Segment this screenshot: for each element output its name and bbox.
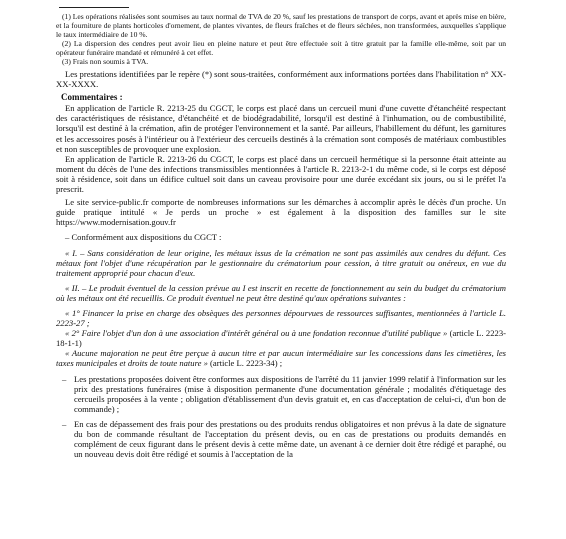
footnotes [56, 12, 506, 66]
paragraph-r2213-25: En application de l'article R. 2213-25 du CGCT, le corps est placé dans un cercueil muni d'une cuvette d'étanchéité respectant des caractéristiques de résistance, d'étanchéité et de biodégradabilité, lorsqu'il est destiné à l'inhumation, ou de combustibilité, lorsqu'il est destiné à la crémation, afin de protéger l'environnement et la santé. Par ailleurs, l'habillement du défunt, les garnitures et les accessoires posés à l'intérieur ou à l'extérieur des cercueils destinés à la crémation sont composés de matériaux combustibles et non susceptibles de provoquer une explosion. [56, 103, 506, 154]
list-item [56, 374, 506, 414]
quote-donation-text: « 2° Faire l'objet d'un don à une association d'intérêt général ou à une fondation reconnue d'utilité publique » [65, 328, 448, 339]
subcontracted-notice: Les prestations identifiées par le repère (*) sont sous-traitées, conformément aux informations portées dans l'habilitation n° XX-XX-XXXX. [56, 69, 506, 90]
quote-no-surcharge-text: « Aucune majoration ne peut être perçue à aucun titre et par aucun intermédiaire sur les concessions dans les cimetières, les taxes municipales et droits de toute nature » [56, 348, 506, 369]
quote-proceeds [56, 283, 506, 303]
list-item-text: En cas de dépassement des frais pour des prestations ou des produits rendus obligatoires et non prévus à la date de signature du bon de commande résultant de l'acceptation du présent devis, ou en cas de prestations ou produits demandés en complément de ceux figurant dans le présent devis à cette même date, un avenant à ce dernier doit être rédigé et paraphé, ou un nouveau devis doit être rédigé et soumis à l'acceptation de la [74, 418, 506, 460]
quote-no-surcharge [56, 348, 506, 368]
cgct-intro: – Conformément aux dispositions du CGCT : [65, 232, 222, 243]
quote-financing [56, 308, 506, 328]
footnote-1: (1) Les opérations réalisées sont soumises au taux normal de TVA de 20 %, sauf les prestations de transport de corps, avant et après mise en bière, et la fourniture de plants horticoles d'ornement, de plantes vivantes, de fleurs fraîches et de fleurs séchées, non transformées, auxquelles s'applique le taux intermédiaire de 10 %. [56, 12, 506, 39]
quote-metals [56, 248, 506, 278]
quote-no-surcharge-ref: (article L. 2223-34) ; [207, 358, 283, 369]
quote-proceeds-text: « II. – Le produit éventuel de la cession prévue au I est inscrit en recette de fonctionnement au sein du budget du crématorium où les métaux ont été recueillis. Ce produit éventuel ne peut être destiné qu'aux opérations suivantes : [56, 282, 506, 303]
quote-donation-ref: (article L. 2223-18-1-1) [56, 328, 506, 349]
paragraph-service-public: Le site service-public.fr comporte de nombreuses informations sur les démarches à accomplir après le décès d'un proche. Un guide pratique intitulé « Je perds un proche » est également à la disposition des familles sur le site https://www.modernisation.gouv.fr [56, 197, 506, 228]
bullet-dash: – [62, 373, 67, 384]
list-item [56, 419, 506, 459]
obligations-list [56, 374, 506, 460]
comments-heading: Commentaires : [61, 92, 123, 103]
quote-donation [56, 328, 506, 348]
bullet-dash: – [62, 418, 67, 429]
list-item-text: Les prestations proposées doivent être conformes aux dispositions de l'arrêté du 11 janvier 1999 relatif à l'information sur les prix des prestations funéraires (mise à disposition permanente d'une documentation générale ; modalités d'étiquetage des cercueils proposées à la vente ; obligation d'établissement d'un devis gratuit et, en cas d'acceptation de celui-ci, d'un bon de commande) ; [74, 373, 506, 414]
paragraph-r2213-26: En application de l'article R. 2213-26 du CGCT, le corps est placé dans un cercueil hermétique si la personne était atteinte au moment du décès de l'une des infections transmissibles mentionnées à l'article R. 2213-2-1 du même code, si le corps est déposé soit à résidence, soit dans un édifice cultuel soit dans un caveau provisoire pour une durée excédant six jours, ou si le préfet l'a prescrit. [56, 153, 506, 195]
document-content [56, 12, 506, 459]
quote-metals-text: « I. – Sans considération de leur origine, les métaux issus de la crémation ne sont pas assimilés aux cendres du défunt. Ces métaux font l'objet d'une récupération par le gestionnaire du crématorium pour cession, à titre gratuit ou onéreux, en vue du traitement approprié pour chacun d'eux. [56, 247, 506, 278]
footnote-2: (2) La dispersion des cendres peut avoir lieu en pleine nature et peut être effectuée soit à titre gratuit par la famille elle-même, soit par un opérateur funéraire mandaté et rémunéré à cet effet. [56, 39, 506, 57]
quote-financing-text: « 1° Financer la prise en charge des obsèques des personnes dépourvues de ressources suffisantes, mentionnées à l'article L. 2223-27 ; [56, 307, 506, 329]
footnote-separator [59, 7, 129, 8]
footnote-3: (3) Frais non soumis à TVA. [62, 57, 149, 66]
